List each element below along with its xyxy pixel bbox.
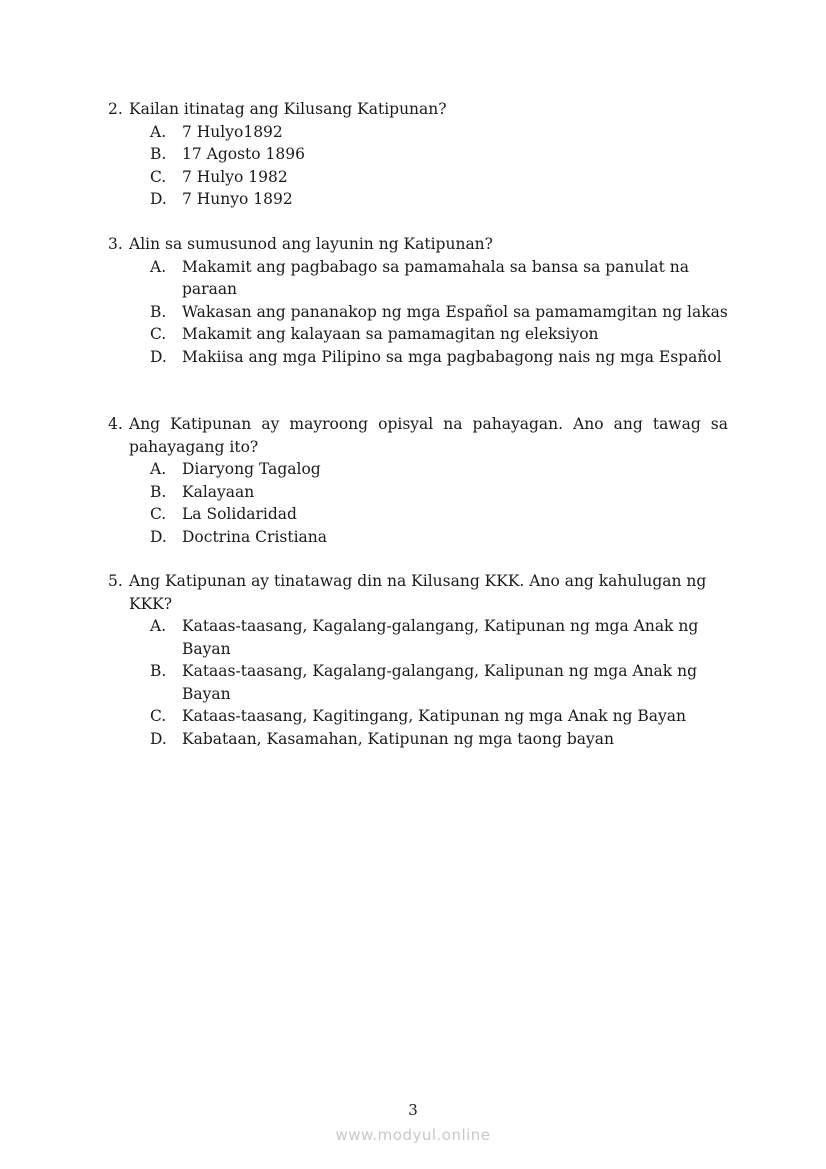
- choice-a: [150, 615, 728, 660]
- choice-d: [150, 188, 728, 211]
- choice-a: [150, 458, 728, 481]
- choice-text: Wakasan ang pananakop ng mga Español sa pamamamgitan ng lakas: [182, 302, 728, 321]
- choice-text: 17 Agosto 1896: [182, 145, 305, 163]
- question-stem: [108, 98, 728, 121]
- choice-letter: C.: [150, 707, 167, 725]
- question-2: [108, 98, 728, 211]
- choice-text: Makiisa ang mga Pilipino sa mga pagbabagong nais ng mga Español: [182, 347, 722, 366]
- choice-a: [150, 121, 728, 144]
- choice-letter: D.: [150, 527, 167, 546]
- choice-c: [150, 705, 728, 728]
- choice-b: [150, 301, 728, 324]
- choice-list: [108, 256, 728, 369]
- choice-d: [150, 728, 728, 751]
- choice-letter: B.: [150, 145, 167, 163]
- choice-letter: A.: [150, 460, 167, 478]
- choice-letter: B.: [150, 302, 167, 321]
- question-stem: [108, 413, 728, 458]
- question-text: Kailan itinatag ang Kilusang Katipunan?: [129, 100, 447, 118]
- choice-text: 7 Hulyo1892: [182, 122, 283, 141]
- choice-text: Kataas-taasang, Kagitingang, Katipunan ng mga Anak ng Bayan: [182, 707, 687, 725]
- question-3: [108, 233, 728, 368]
- question-4: [108, 413, 728, 548]
- choice-text: La Solidaridad: [182, 505, 297, 523]
- choice-d: [150, 346, 728, 369]
- choice-list: [108, 121, 728, 211]
- choice-list: [108, 615, 728, 750]
- question-text: Ang Katipunan ay mayroong opisyal na pahayagan. Ano ang tawag sa pahayagang ito?: [129, 415, 728, 456]
- choice-letter: D.: [150, 347, 167, 366]
- choice-b: [150, 143, 728, 166]
- choice-text: Makamit ang pagbabago sa pamamahala sa bansa sa panulat na paraan: [182, 257, 689, 298]
- choice-text: Kalayaan: [182, 482, 255, 501]
- choice-c: [150, 166, 728, 189]
- choice-b: [150, 660, 728, 705]
- choice-c: [150, 323, 728, 346]
- choice-d: [150, 526, 728, 549]
- question-text: Ang Katipunan ay tinatawag din na Kilusang KKK. Ano ang kahulugan ng KKK?: [129, 572, 707, 613]
- choice-letter: A.: [150, 122, 167, 141]
- question-stem: [108, 570, 728, 615]
- question-number: 4.: [108, 415, 123, 433]
- choice-letter: D.: [150, 190, 167, 208]
- choice-letter: C.: [150, 505, 167, 523]
- choice-letter: B.: [150, 482, 167, 501]
- page-number: 3: [408, 1101, 418, 1119]
- choice-letter: A.: [150, 617, 167, 635]
- choice-letter: C.: [150, 167, 167, 186]
- choice-letter: D.: [150, 729, 167, 748]
- choice-text: Doctrina Cristiana: [182, 527, 328, 546]
- choice-text: 7 Hunyo 1892: [182, 190, 293, 208]
- choice-letter: A.: [150, 257, 167, 276]
- choice-letter: B.: [150, 662, 167, 680]
- question-number: 5.: [108, 572, 123, 590]
- choice-letter: C.: [150, 325, 167, 343]
- question-text: Alin sa sumusunod ang layunin ng Katipunan?: [129, 235, 493, 253]
- question-5: [108, 570, 728, 750]
- choice-text: Makamit ang kalayaan sa pamamagitan ng eleksiyon: [182, 325, 599, 343]
- choice-text: Kabataan, Kasamahan, Katipunan ng mga taong bayan: [182, 729, 614, 748]
- choice-text: Kataas-taasang, Kagalang-galangang, Katipunan ng mga Anak ng Bayan: [182, 617, 699, 658]
- choice-c: [150, 503, 728, 526]
- watermark: www.modyul.online: [335, 1126, 491, 1144]
- choice-text: 7 Hulyo 1982: [182, 167, 288, 186]
- question-stem: [108, 233, 728, 256]
- question-number: 2.: [108, 100, 123, 118]
- choice-b: [150, 481, 728, 504]
- choice-text: Diaryong Tagalog: [182, 460, 321, 478]
- choice-list: [108, 458, 728, 548]
- question-number: 3.: [108, 235, 123, 253]
- choice-a: [150, 256, 728, 301]
- choice-text: Kataas-taasang, Kagalang-galangang, Kalipunan ng mga Anak ng Bayan: [182, 662, 698, 703]
